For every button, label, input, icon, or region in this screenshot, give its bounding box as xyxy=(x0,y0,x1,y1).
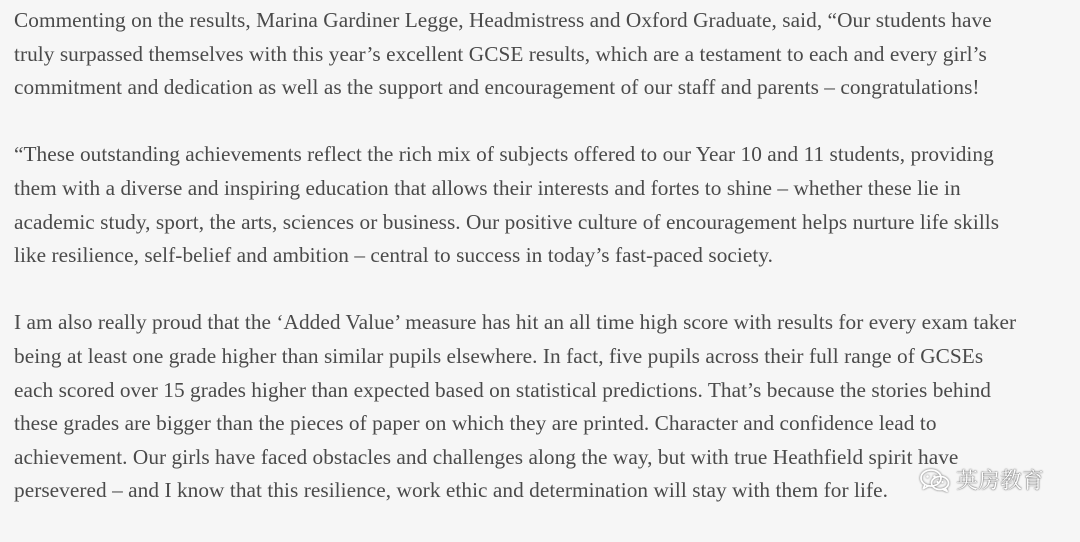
paragraph-quote-intro xyxy=(14,4,1080,105)
paragraph-line: like resilience, self-belief and ambition – central to success in today’s fast-paced society. xyxy=(14,243,774,268)
wechat-icon xyxy=(920,468,950,492)
paragraph-spacer xyxy=(14,105,1080,139)
paragraph-line: persevered – and I know that this resilience, work ethic and determination will stay with them for life. xyxy=(14,478,888,503)
watermark-text: 英房教育 xyxy=(955,469,1044,494)
paragraph-line: being at least one grade higher than similar pupils elsewhere. In fact, five pupils across their full range of GCSEs xyxy=(14,343,984,368)
paragraph-line: academic study, sport, the arts, sciences or business. Our positive culture of encouragement helps nurture life skills xyxy=(14,209,1000,234)
paragraph-line: I am also really proud that the ‘Added Value’ measure has hit an all time high score with results for every exam taker xyxy=(14,310,1017,335)
paragraph-line: Commenting on the results, Marina Gardiner Legge, Headmistress and Oxford Graduate, said, “Our students have xyxy=(14,8,992,32)
paragraph-line: each scored over 15 grades higher than expected based on statistical predictions. That’s because the stories behind xyxy=(14,377,991,402)
paragraph-line: them with a diverse and inspiring education that allows their interests and fortes to shine – whether these lie in xyxy=(14,175,961,200)
paragraph-line: truly surpassed themselves with this year’s excellent GCSE results, which are a testament to each and every girl’s xyxy=(14,41,987,66)
paragraph-line: commitment and dedication as well as the support and encouragement of our staff and parents – congratulations! xyxy=(14,75,980,100)
paragraph-line: these grades are bigger than the pieces of paper on which they are printed. Character and confidence lead to xyxy=(14,411,937,436)
paragraph-line xyxy=(14,508,1080,542)
paragraph-achievements xyxy=(14,138,1080,272)
paragraph-spacer xyxy=(14,273,1080,307)
article-body xyxy=(14,4,1080,542)
paragraph-line: “These outstanding achievements reflect the rich mix of subjects offered to our Year 10 and 11 students, providing xyxy=(14,142,994,167)
paragraph-line: achievement. Our girls have faced obstacles and challenges along the way, but with true Heathfield spirit have xyxy=(14,444,959,469)
paragraph-added-value xyxy=(14,306,1080,541)
watermark xyxy=(920,464,1044,495)
